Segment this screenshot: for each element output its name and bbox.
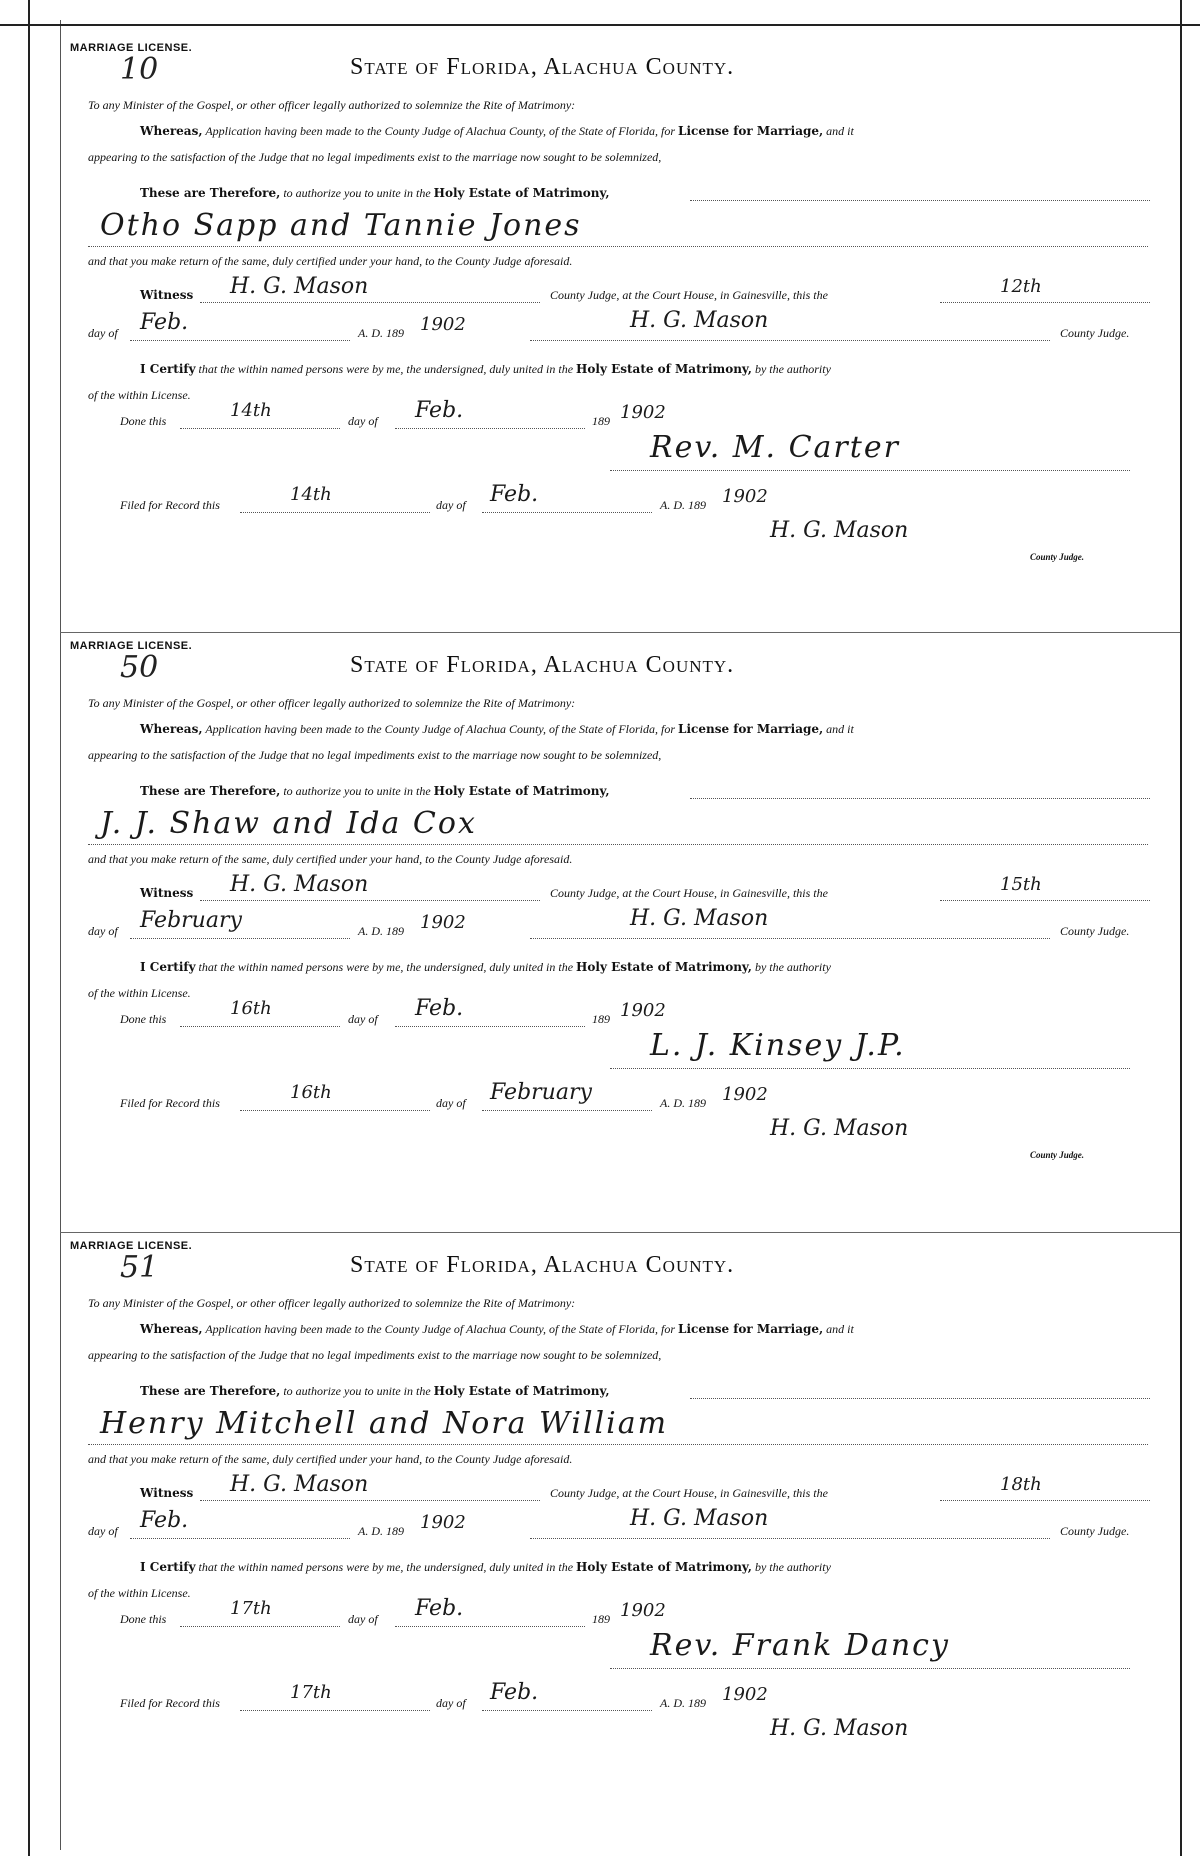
filed-day-of: day of — [436, 1096, 466, 1110]
filed-ad: A. D. 189 — [660, 498, 706, 512]
appearing-line: appearing to the satisfaction of the Judge that no legal impediments exist to the marriage now sought to be solemnized, — [88, 150, 662, 164]
license-day-fill — [940, 288, 1150, 303]
of-within-license: of the within License. — [88, 388, 191, 402]
of-within-license: of the within License. — [88, 1586, 191, 1600]
appearing-line: appearing to the satisfaction of the Judge that no legal impediments exist to the marriage now sought to be solemnized, — [88, 1348, 662, 1362]
these-lead: These are Therefore, — [140, 784, 281, 798]
done-day: 14th — [230, 400, 272, 421]
done-day: 17th — [230, 1598, 272, 1619]
whereas-lead: Whereas, — [140, 1322, 203, 1336]
license-for-marriage: License for Marriage, — [678, 1322, 824, 1336]
these-fill — [690, 784, 1150, 799]
county-judge-label: County Judge. — [1060, 326, 1130, 340]
certify-line — [140, 960, 831, 975]
witness-label: Witness — [140, 886, 194, 900]
license-day-of: day of — [88, 326, 118, 340]
return-line: and that you make return of the same, duly certified under your hand, to the County Judge aforesaid. — [88, 254, 573, 268]
certify-text: that the within named persons were by me, the undersigned, duly united in the — [198, 1560, 574, 1574]
county-judge-small: County Judge. — [1030, 1150, 1085, 1160]
license-ad: A. D. 189 — [358, 326, 404, 340]
filed-day-fill — [240, 1696, 430, 1711]
judge-signature: H. G. Mason — [630, 906, 769, 931]
county-judge-court: County Judge, at the Court House, in Gainesville, this the — [550, 1486, 828, 1500]
done-day: 16th — [230, 998, 272, 1019]
certify-lead: I Certify — [140, 960, 196, 974]
these-fill — [690, 186, 1150, 201]
return-line: and that you make return of the same, duly certified under your hand, to the County Judge aforesaid. — [88, 1452, 573, 1466]
judge-fill — [530, 924, 1050, 939]
officiant-fill — [610, 1654, 1130, 1669]
filed-day-fill — [240, 498, 430, 513]
filed-day-of: day of — [436, 1696, 466, 1710]
filed-year: 1902 — [722, 1684, 768, 1705]
holy-estate-certify: Holy Estate of Matrimony, — [576, 960, 752, 974]
witness-signature: H. G. Mason — [230, 872, 369, 897]
whereas-end: and it — [826, 722, 854, 736]
witness-signature: H. G. Mason — [230, 274, 369, 299]
license-day-of: day of — [88, 1524, 118, 1538]
these-line — [140, 186, 610, 201]
record-divider — [60, 1232, 1180, 1233]
filed-year: 1902 — [722, 1084, 768, 1105]
done-month: Feb. — [415, 398, 464, 423]
whereas-end: and it — [826, 1322, 854, 1336]
license-day: 12th — [1000, 276, 1042, 297]
witness-line — [140, 288, 193, 303]
of-within-license: of the within License. — [88, 986, 191, 1000]
certify-end: by the authority — [754, 1560, 831, 1574]
license-title: State of Florida, Alachua County. — [350, 652, 735, 678]
witness-label: Witness — [140, 288, 194, 302]
officiant-signature: L. J. Kinsey J.P. — [650, 1028, 906, 1063]
license-month: Feb. — [140, 310, 189, 335]
done-189: 189 — [592, 1612, 610, 1626]
filed-signature: H. G. Mason — [770, 518, 909, 543]
these-line — [140, 784, 610, 799]
return-line: and that you make return of the same, duly certified under your hand, to the County Judge aforesaid. — [88, 852, 573, 866]
filed-month: February — [490, 1080, 592, 1105]
whereas-line — [140, 722, 854, 737]
done-year: 1902 — [620, 1000, 666, 1021]
done-189: 189 — [592, 414, 610, 428]
couple-names: J. J. Shaw and Ida Cox — [100, 806, 477, 841]
county-judge-small: County Judge. — [1030, 552, 1085, 562]
filed-day: 14th — [290, 484, 332, 505]
license-ad: A. D. 189 — [358, 924, 404, 938]
certify-end: by the authority — [754, 362, 831, 376]
done-day-of: day of — [348, 414, 378, 428]
license-year: 1902 — [420, 912, 466, 933]
officiant-fill — [610, 1054, 1130, 1069]
right-margin-line — [1180, 0, 1182, 1856]
license-header: MARRIAGE LICENSE. — [70, 1240, 193, 1252]
county-judge-label: County Judge. — [1060, 1524, 1130, 1538]
whereas-text: Application having been made to the County Judge of Alachua County, of the State of Florida, for — [205, 1322, 676, 1336]
filed-signature: H. G. Mason — [770, 1716, 909, 1741]
judge-fill — [530, 326, 1050, 341]
whereas-lead: Whereas, — [140, 124, 203, 138]
filed-ad: A. D. 189 — [660, 1096, 706, 1110]
couple-names: Henry Mitchell and Nora William — [100, 1406, 669, 1441]
certify-text: that the within named persons were by me, the undersigned, duly united in the — [198, 960, 574, 974]
these-text: to authorize you to unite in the — [283, 186, 431, 200]
certify-line — [140, 362, 831, 377]
holy-estate: Holy Estate of Matrimony, — [433, 784, 610, 798]
certify-text: that the within named persons were by me, the undersigned, duly united in the — [198, 362, 574, 376]
license-title: State of Florida, Alachua County. — [350, 54, 735, 80]
filed-label: Filed for Record this — [120, 1096, 220, 1110]
done-year: 1902 — [620, 1600, 666, 1621]
these-lead: These are Therefore, — [140, 1384, 281, 1398]
these-line — [140, 1384, 610, 1399]
license-ad: A. D. 189 — [358, 1524, 404, 1538]
these-text: to authorize you to unite in the — [283, 1384, 431, 1398]
done-month: Feb. — [415, 996, 464, 1021]
judge-signature: H. G. Mason — [630, 1506, 769, 1531]
license-title: State of Florida, Alachua County. — [350, 1252, 735, 1278]
done-month: Feb. — [415, 1596, 464, 1621]
record-divider — [60, 632, 1180, 633]
appearing-line: appearing to the satisfaction of the Judge that no legal impediments exist to the marriage now sought to be solemnized, — [88, 748, 662, 762]
top-rule — [0, 24, 1200, 26]
done-189: 189 — [592, 1012, 610, 1026]
these-lead: These are Therefore, — [140, 186, 281, 200]
whereas-text: Application having been made to the County Judge of Alachua County, of the State of Florida, for — [205, 124, 676, 138]
certify-line — [140, 1560, 831, 1575]
filed-day-fill — [240, 1096, 430, 1111]
filed-month: Feb. — [490, 482, 539, 507]
to-minister-line: To any Minister of the Gospel, or other officer legally authorized to solemnize the Rite of Matrimony: — [88, 98, 576, 112]
holy-estate-certify: Holy Estate of Matrimony, — [576, 362, 752, 376]
done-day-of: day of — [348, 1612, 378, 1626]
county-judge-court: County Judge, at the Court House, in Gainesville, this the — [550, 288, 828, 302]
filed-ad: A. D. 189 — [660, 1696, 706, 1710]
whereas-text: Application having been made to the County Judge of Alachua County, of the State of Florida, for — [205, 722, 676, 736]
license-year: 1902 — [420, 314, 466, 335]
left-margin-line — [28, 0, 30, 1856]
filed-day: 17th — [290, 1682, 332, 1703]
holy-estate-certify: Holy Estate of Matrimony, — [576, 1560, 752, 1574]
license-month: February — [140, 908, 242, 933]
done-this-label: Done this — [120, 414, 167, 428]
license-number: 51 — [120, 1250, 159, 1285]
license-day: 15th — [1000, 874, 1042, 895]
names-fill — [88, 830, 1148, 845]
license-header: MARRIAGE LICENSE. — [70, 640, 193, 652]
to-minister-line: To any Minister of the Gospel, or other officer legally authorized to solemnize the Rite of Matrimony: — [88, 696, 576, 710]
certify-end: by the authority — [754, 960, 831, 974]
filed-signature: H. G. Mason — [770, 1116, 909, 1141]
license-day-fill — [940, 886, 1150, 901]
license-number: 10 — [120, 52, 159, 87]
these-fill — [690, 1384, 1150, 1399]
holy-estate: Holy Estate of Matrimony, — [433, 186, 610, 200]
license-number: 50 — [120, 650, 159, 685]
done-day-of: day of — [348, 1012, 378, 1026]
filed-day-of: day of — [436, 498, 466, 512]
witness-line — [140, 886, 193, 901]
county-judge-court: County Judge, at the Court House, in Gainesville, this the — [550, 886, 828, 900]
whereas-lead: Whereas, — [140, 722, 203, 736]
license-day-fill — [940, 1486, 1150, 1501]
whereas-line — [140, 124, 854, 139]
holy-estate: Holy Estate of Matrimony, — [433, 1384, 610, 1398]
judge-signature: H. G. Mason — [630, 308, 769, 333]
done-year: 1902 — [620, 402, 666, 423]
couple-names: Otho Sapp and Tannie Jones — [100, 208, 582, 243]
names-fill — [88, 1430, 1148, 1445]
judge-fill — [530, 1524, 1050, 1539]
county-judge-label: County Judge. — [1060, 924, 1130, 938]
license-day-of: day of — [88, 924, 118, 938]
whereas-line — [140, 1322, 854, 1337]
filed-label: Filed for Record this — [120, 1696, 220, 1710]
filed-label: Filed for Record this — [120, 498, 220, 512]
to-minister-line: To any Minister of the Gospel, or other officer legally authorized to solemnize the Rite of Matrimony: — [88, 1296, 576, 1310]
license-header: MARRIAGE LICENSE. — [70, 42, 193, 54]
these-text: to authorize you to unite in the — [283, 784, 431, 798]
whereas-end: and it — [826, 124, 854, 138]
filed-year: 1902 — [722, 486, 768, 507]
certify-lead: I Certify — [140, 1560, 196, 1574]
filed-month: Feb. — [490, 1680, 539, 1705]
license-for-marriage: License for Marriage, — [678, 722, 824, 736]
names-fill — [88, 232, 1148, 247]
left-margin-line-inner — [60, 20, 61, 1850]
license-for-marriage: License for Marriage, — [678, 124, 824, 138]
license-day: 18th — [1000, 1474, 1042, 1495]
witness-signature: H. G. Mason — [230, 1472, 369, 1497]
filed-day: 16th — [290, 1082, 332, 1103]
license-month: Feb. — [140, 1508, 189, 1533]
done-this-label: Done this — [120, 1012, 167, 1026]
officiant-signature: Rev. Frank Dancy — [650, 1628, 950, 1663]
done-this-label: Done this — [120, 1612, 167, 1626]
witness-line — [140, 1486, 193, 1501]
witness-label: Witness — [140, 1486, 194, 1500]
officiant-signature: Rev. M. Carter — [650, 430, 900, 465]
certify-lead: I Certify — [140, 362, 196, 376]
officiant-fill — [610, 456, 1130, 471]
license-year: 1902 — [420, 1512, 466, 1533]
